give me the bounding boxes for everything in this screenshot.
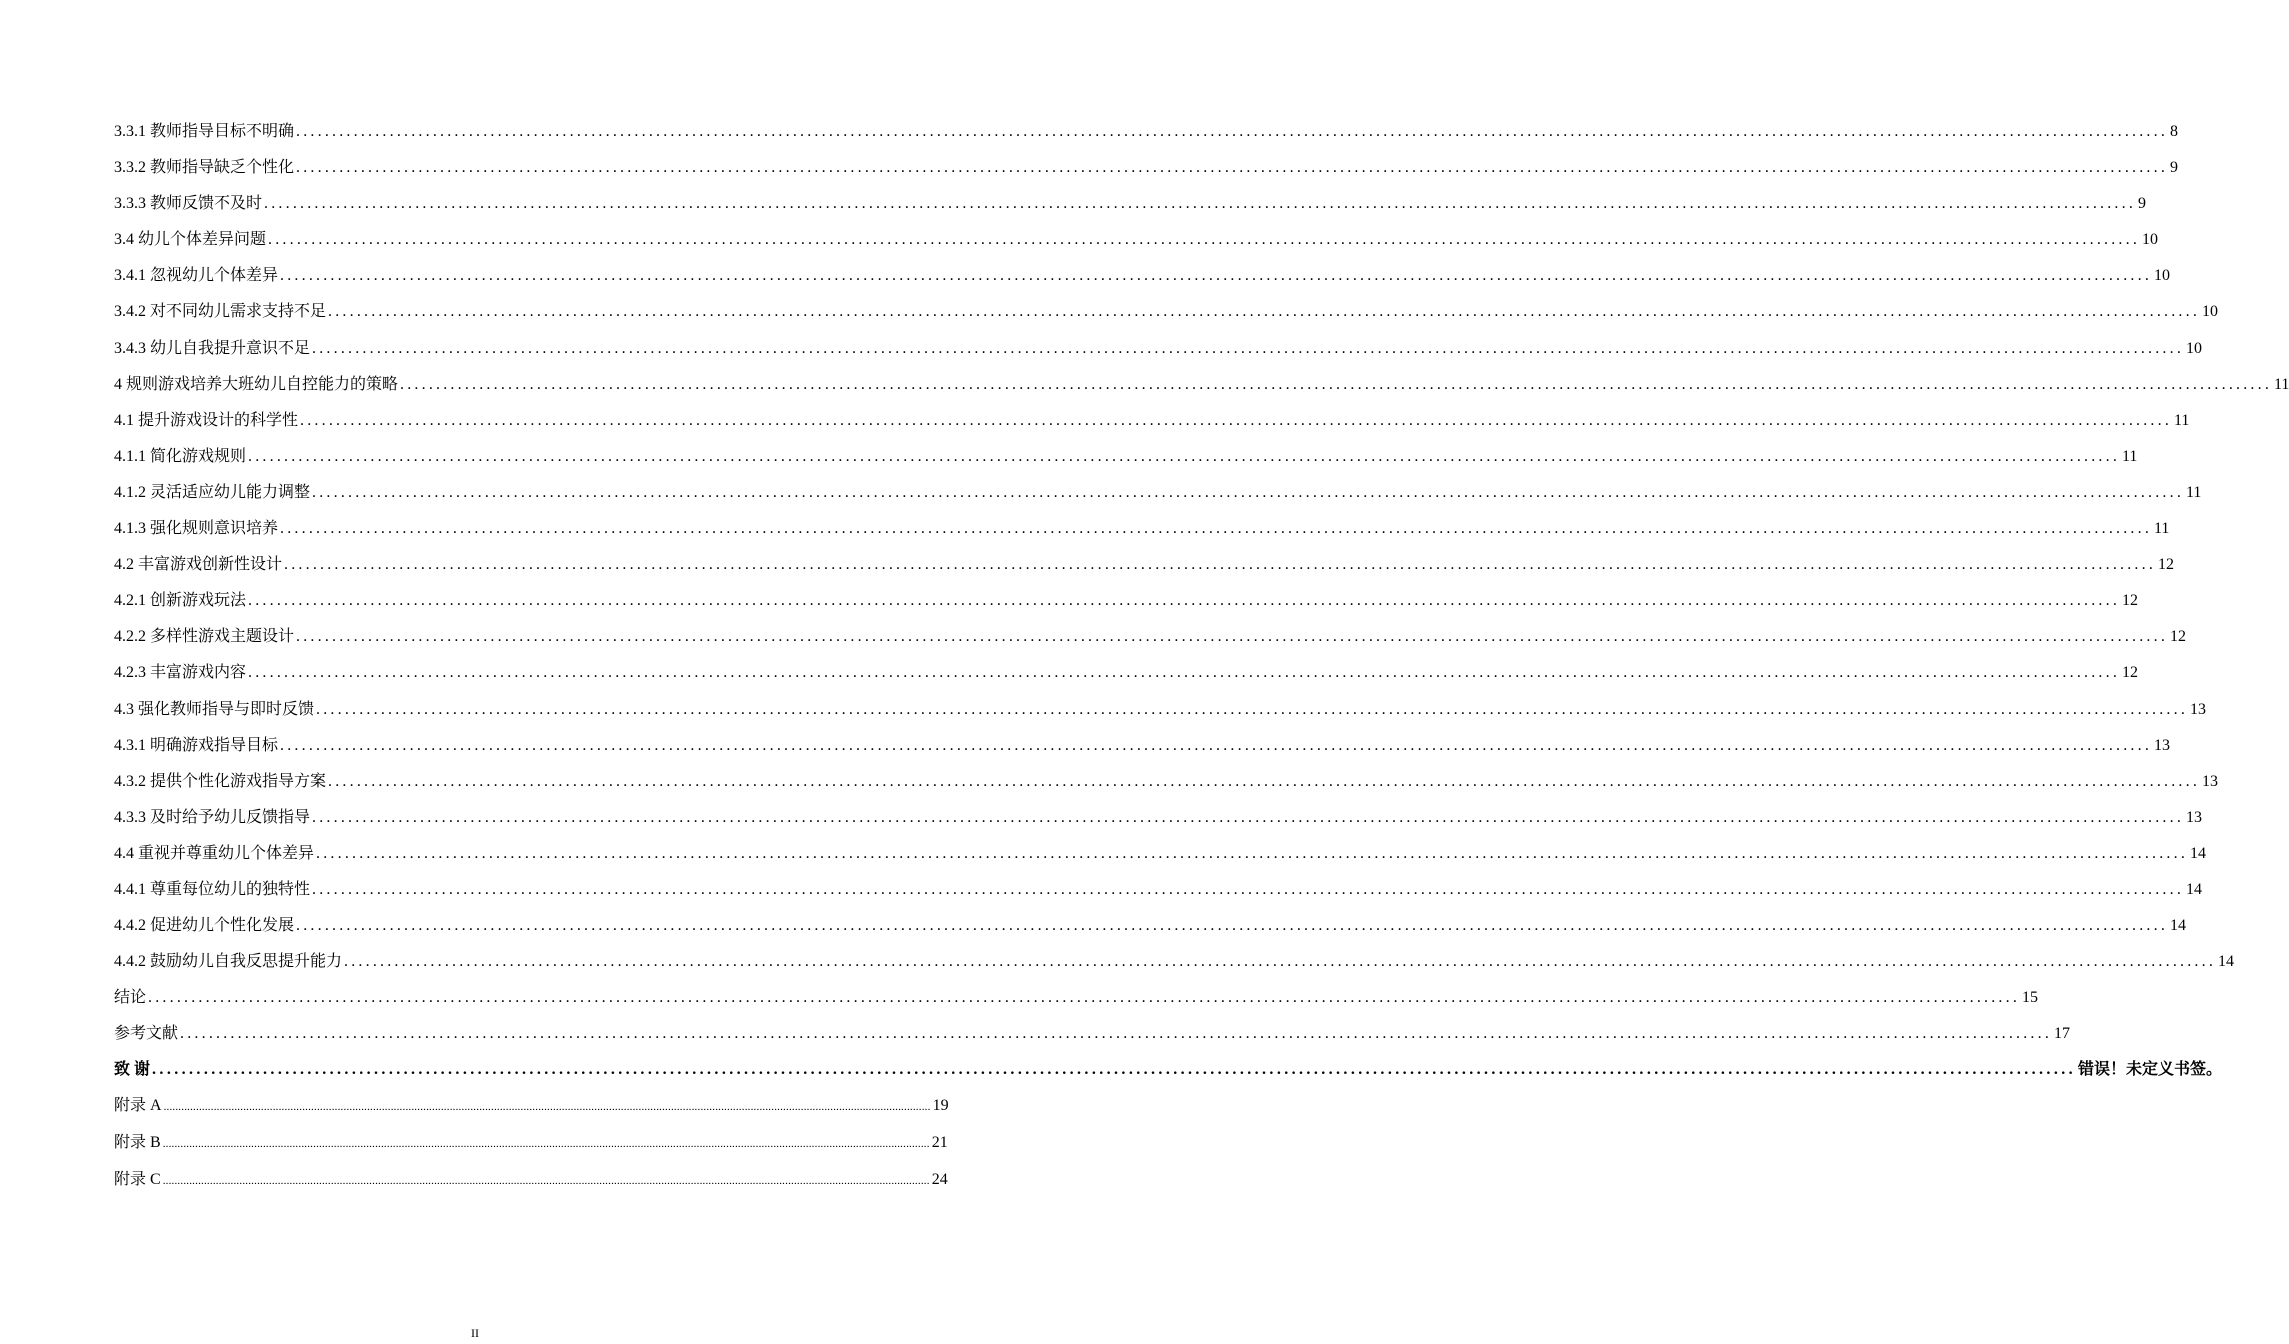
toc-entry-label: 4.3.1 明确游戏指导目标 xyxy=(114,736,279,754)
toc-entry-page: 13 xyxy=(2190,700,2207,718)
toc-entry-page: 14 xyxy=(2170,917,2187,935)
toc-entry-label: 附录 B xyxy=(114,1134,161,1152)
toc-entry[interactable] xyxy=(114,912,2187,948)
toc-leader-dots: .................................................................................................................................................................................................................................................................... xyxy=(152,1061,2077,1079)
toc-leader-dots: .................................................................................................................................................................................................................................................................... xyxy=(328,303,2201,321)
toc-leader-dots: .................................................................................................................................................................................................................................................................... xyxy=(312,339,2185,357)
toc-entry[interactable] xyxy=(114,515,2170,551)
toc-entry-label: 4 规则游戏培养大班幼儿自控能力的策略 xyxy=(114,375,399,393)
toc-entry-label: 4.4 重视并尊重幼儿个体差异 xyxy=(114,844,315,862)
toc-entry[interactable] xyxy=(114,1092,949,1129)
toc-entry-label: 4.2 丰富游戏创新性设计 xyxy=(114,556,283,574)
toc-entry[interactable] xyxy=(114,262,2171,298)
toc-leader-dots: .................................................................................................................................................................................................................................................................... xyxy=(248,592,2121,610)
toc-leader-dots: .................................................................................................................................................................................................................................................................... xyxy=(248,664,2121,682)
toc-leader-dots: .................................................................................................................................................................................................................................................................... xyxy=(400,375,2273,393)
toc-entry[interactable] xyxy=(114,768,2219,804)
toc-leader-dots: .................................................................................................................................................................................................................................................................... xyxy=(148,989,2021,1007)
toc-entry[interactable] xyxy=(114,587,2139,623)
toc-entry[interactable] xyxy=(114,876,2203,912)
toc-entry-label: 附录 A xyxy=(114,1097,162,1115)
toc-entry-page: 9 xyxy=(2138,195,2147,213)
toc-entry-label: 4.2.3 丰富游戏内容 xyxy=(114,664,247,682)
toc-entry-label: 致 谢 xyxy=(114,1061,151,1079)
toc-entry-label: 4.3.2 提供个性化游戏指导方案 xyxy=(114,772,327,790)
toc-leader-dots: .................................................................................................................................................................................................................................................................... xyxy=(284,556,2157,574)
toc-entry-label: 4.1.2 灵活适应幼儿能力调整 xyxy=(114,483,311,501)
toc-entry-page: 13 xyxy=(2154,736,2171,754)
toc-entry-label: 附录 C xyxy=(114,1171,161,1189)
toc-entry-label: 4.1.1 简化游戏规则 xyxy=(114,447,247,465)
toc-entry-page: 10 xyxy=(2202,303,2219,321)
toc-leader-dots: .................................................................................................................................................................................................................................................................... xyxy=(280,267,2153,285)
toc-entry-page: 10 xyxy=(2154,267,2171,285)
toc-leader-dots: .................................................................................................................................................................................................................................................................... xyxy=(268,231,2141,249)
toc-entry-label: 3.3.1 教师指导目标不明确 xyxy=(114,123,295,140)
toc-entry-label: 3.4.3 幼儿自我提升意识不足 xyxy=(114,339,311,357)
toc-leader-dots: .................................................................................................................................................................................................................................................................... xyxy=(248,447,2121,465)
toc-entry-label: 3.4.2 对不同幼儿需求支持不足 xyxy=(114,303,327,321)
toc-entry-page: 11 xyxy=(2154,520,2170,538)
toc-entry-page: 12 xyxy=(2158,556,2175,574)
toc-entry-label: 3.3.2 教师指导缺乏个性化 xyxy=(114,159,295,177)
toc-entry[interactable] xyxy=(114,732,2171,768)
toc-leader-dots: .................................................................................................................................................................................................................................................................... xyxy=(316,844,2189,862)
toc-leader-dots: .................................................................................................................................................................................................................................................................... xyxy=(280,520,2153,538)
toc-entry[interactable] xyxy=(114,804,2203,840)
toc-entry[interactable] xyxy=(114,551,2175,587)
toc-entry[interactable] xyxy=(114,479,2202,515)
toc-leader-dots: .................................................................................................................................................................................................................................................................... xyxy=(280,736,2153,754)
toc-entry[interactable] xyxy=(114,154,2179,190)
toc-entry-page: 8 xyxy=(2170,123,2179,140)
toc-entry-label: 4.4.1 尊重每位幼儿的独特性 xyxy=(114,880,311,898)
toc-entry[interactable] xyxy=(114,696,2207,732)
toc-leader-dots: .................................................................................................................................................................................................................................................................... xyxy=(162,1175,930,1188)
toc-entry[interactable] xyxy=(114,623,2187,659)
toc-entry-page: 17 xyxy=(2054,1025,2071,1043)
toc-entry-label: 4.1.3 强化规则意识培养 xyxy=(114,520,279,538)
toc-leader-dots: .................................................................................................................................................................................................................................................................... xyxy=(163,1101,931,1114)
toc-leader-dots: .................................................................................................................................................................................................................................................................... xyxy=(312,483,2185,501)
toc-leader-dots: .................................................................................................................................................................................................................................................................... xyxy=(300,411,2173,429)
toc-entry-label: 4.3.3 及时给予幼儿反馈指导 xyxy=(114,808,311,826)
toc-entry-page: 12 xyxy=(2170,628,2187,646)
toc-entry-page: 错误！未定义书签。 xyxy=(2078,1061,2223,1079)
toc-entry-page: 24 xyxy=(931,1171,948,1189)
toc-leader-dots: .................................................................................................................................................................................................................................................................... xyxy=(264,195,2137,213)
toc-entry-page: 13 xyxy=(2186,808,2203,826)
toc-leader-dots: .................................................................................................................................................................................................................................................................... xyxy=(312,808,2185,826)
toc-entry-page: 14 xyxy=(2190,844,2207,862)
toc-entry-page: 13 xyxy=(2202,772,2219,790)
toc-entry-label: 4.4.2 促进幼儿个性化发展 xyxy=(114,917,295,935)
toc-leader-dots: .................................................................................................................................................................................................................................................................... xyxy=(312,880,2185,898)
toc-entry-label: 4.2.1 创新游戏玩法 xyxy=(114,592,247,610)
toc-leader-dots: .................................................................................................................................................................................................................................................................... xyxy=(316,700,2189,718)
table-of-contents xyxy=(114,118,2289,1203)
toc-entry-label: 4.2.2 多样性游戏主题设计 xyxy=(114,628,295,646)
toc-entry[interactable] xyxy=(114,1166,948,1203)
toc-entry[interactable] xyxy=(114,1056,2223,1092)
toc-leader-dots: .................................................................................................................................................................................................................................................................... xyxy=(328,772,2201,790)
toc-leader-dots: .................................................................................................................................................................................................................................................................... xyxy=(296,628,2169,646)
toc-entry-page: 21 xyxy=(931,1134,948,1152)
toc-entry[interactable] xyxy=(114,1020,2071,1056)
toc-entry-label: 3.4 幼儿个体差异问题 xyxy=(114,231,267,249)
toc-entry[interactable] xyxy=(114,226,2159,262)
toc-entry-page: 12 xyxy=(2122,592,2139,610)
toc-entry-page: 11 xyxy=(2122,447,2138,465)
toc-leader-dots: .................................................................................................................................................................................................................................................................... xyxy=(180,1025,2053,1043)
toc-entry[interactable] xyxy=(114,118,2179,154)
toc-entry-page: 11 xyxy=(2274,375,2289,393)
toc-entry[interactable] xyxy=(114,1129,948,1166)
toc-entry-page: 14 xyxy=(2186,880,2203,898)
toc-entry[interactable] xyxy=(114,443,2138,479)
toc-entry-page: 10 xyxy=(2142,231,2159,249)
toc-entry-page: 10 xyxy=(2186,339,2203,357)
toc-entry-page: 19 xyxy=(932,1097,949,1115)
toc-entry[interactable] xyxy=(114,371,2289,407)
toc-entry[interactable] xyxy=(114,298,2219,334)
toc-entry[interactable] xyxy=(114,659,2139,695)
toc-leader-dots: .................................................................................................................................................................................................................................................................... xyxy=(296,917,2169,935)
toc-entry[interactable] xyxy=(114,984,2039,1020)
toc-entry-page: 15 xyxy=(2022,989,2039,1007)
toc-entry-page: 14 xyxy=(2218,953,2235,971)
toc-entry[interactable] xyxy=(114,840,2207,876)
toc-entry-page: 11 xyxy=(2186,483,2202,501)
toc-entry-page: 11 xyxy=(2174,411,2190,429)
toc-entry-page: 9 xyxy=(2170,159,2179,177)
toc-leader-dots: .................................................................................................................................................................................................................................................................... xyxy=(344,953,2217,971)
toc-entry-label: 3.3.3 教师反馈不及时 xyxy=(114,195,263,213)
toc-entry-page: 12 xyxy=(2122,664,2139,682)
toc-entry[interactable] xyxy=(114,948,2235,984)
toc-leader-dots: .................................................................................................................................................................................................................................................................... xyxy=(162,1138,930,1151)
toc-entry-label: 4.3 强化教师指导与即时反馈 xyxy=(114,700,315,718)
toc-entry[interactable] xyxy=(114,190,2147,226)
toc-entry-label: 参考文献 xyxy=(114,1025,179,1043)
toc-leader-dots: .................................................................................................................................................................................................................................................................... xyxy=(296,159,2169,177)
page-number: II xyxy=(471,1326,479,1340)
toc-entry-label: 4.1 提升游戏设计的科学性 xyxy=(114,411,299,429)
toc-entry[interactable] xyxy=(114,407,2190,443)
toc-entry-label: 3.4.1 忽视幼儿个体差异 xyxy=(114,267,279,285)
toc-entry-label: 结论 xyxy=(114,989,147,1007)
toc-entry[interactable] xyxy=(114,335,2203,371)
toc-leader-dots: .................................................................................................................................................................................................................................................................... xyxy=(296,123,2169,140)
toc-entry-label: 4.4.2 鼓励幼儿自我反思提升能力 xyxy=(114,953,343,971)
